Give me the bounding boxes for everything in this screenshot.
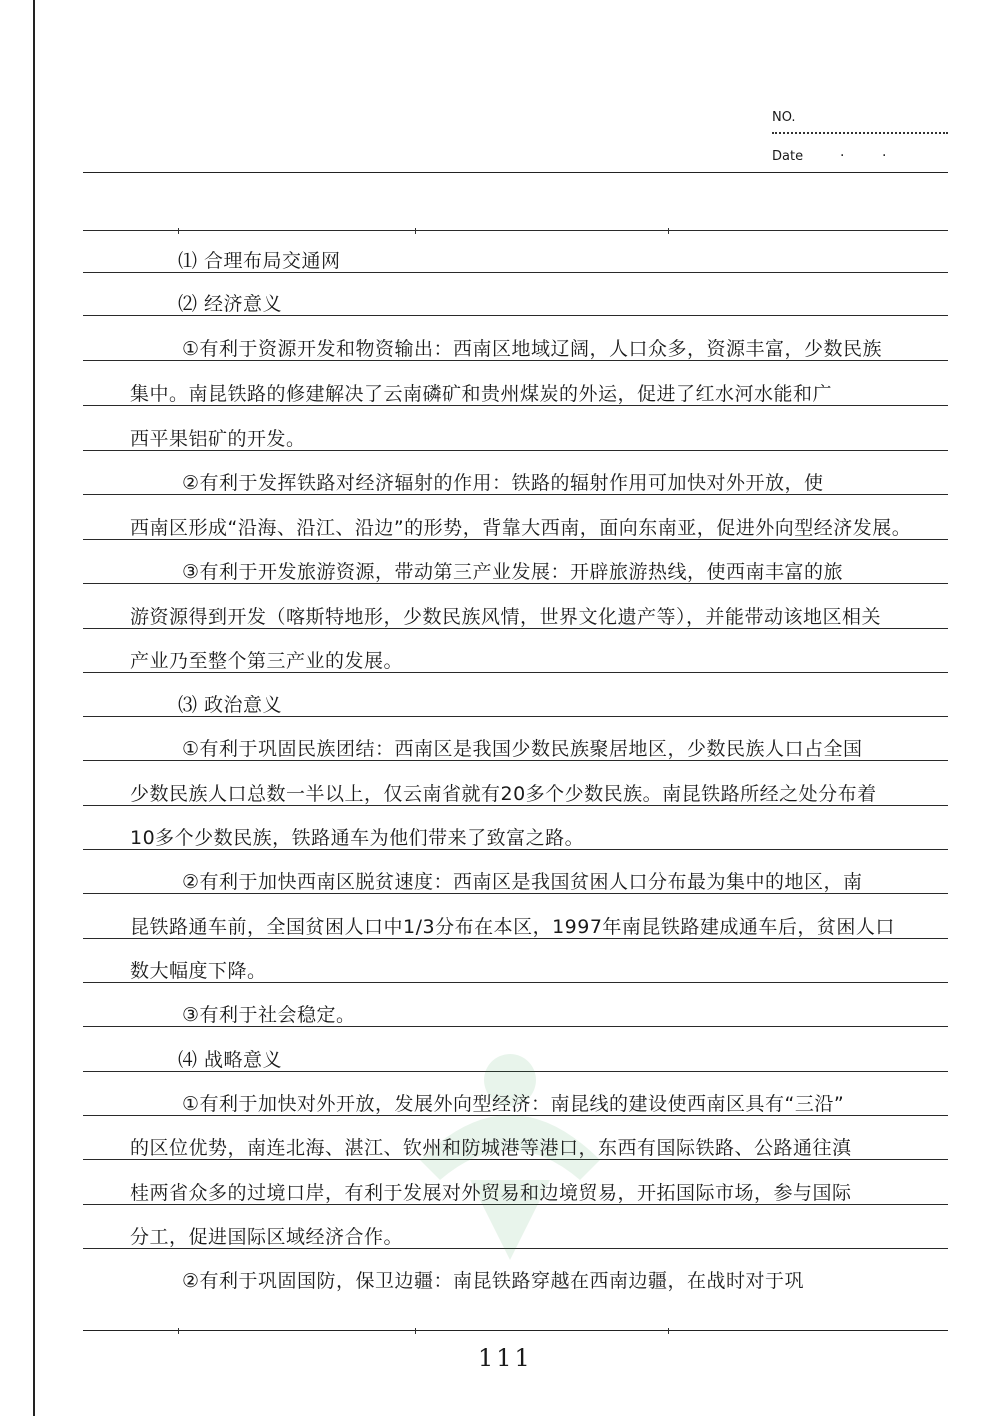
rule-tick	[178, 1328, 179, 1334]
text-line: ②有利于加快西南区脱贫速度：西南区是我国贫困人口分布最为集中的地区，南	[182, 871, 863, 893]
header-no-label: NO.	[772, 110, 796, 125]
text-line: ⑶ 政治意义	[178, 694, 283, 716]
rule-tick	[415, 1328, 416, 1334]
header-dashed-line	[772, 132, 948, 134]
ruled-line	[83, 230, 948, 231]
text-line: 西南区形成“沿海、沿江、沿边”的形势，背靠大西南，面向东南亚，促进外向型经济发展。	[130, 517, 912, 539]
rule-tick	[415, 228, 416, 234]
text-line: 桂两省众多的过境口岸，有利于发展对外贸易和边境贸易，开拓国际市场，参与国际	[130, 1182, 852, 1204]
text-line: ①有利于加快对外开放，发展外向型经济：南昆线的建设使西南区具有“三沿”	[182, 1093, 845, 1115]
text-line: ⑷ 战略意义	[178, 1049, 283, 1071]
text-line: 10多个少数民族，铁路通车为他们带来了致富之路。	[130, 827, 585, 849]
text-line: ②有利于巩固国防，保卫边疆：南昆铁路穿越在西南边疆，在战时对于巩	[182, 1270, 805, 1292]
text-line: 数大幅度下降。	[130, 960, 267, 982]
page-number: 111	[478, 1344, 533, 1372]
ruled-line	[83, 172, 948, 173]
rule-tick	[668, 228, 669, 234]
text-line: ②有利于发挥铁路对经济辐射的作用：铁路的辐射作用可加快对外开放，使	[182, 472, 824, 494]
text-line: ⑴ 合理布局交通网	[178, 250, 341, 272]
text-line: ①有利于资源开发和物资输出：西南区地域辽阔，人口众多，资源丰富，少数民族	[182, 338, 883, 360]
text-line: ③有利于开发旅游资源，带动第三产业发展：开辟旅游热线，使西南丰富的旅	[182, 561, 844, 583]
rule-tick	[178, 228, 179, 234]
text-line: ①有利于巩固民族团结：西南区是我国少数民族聚居地区，少数民族人口占全国	[182, 738, 863, 760]
text-line: 集中。南昆铁路的修建解决了云南磷矿和贵州煤炭的外运，促进了红水河水能和广	[130, 383, 833, 405]
top-dot-row	[150, 12, 870, 14]
date-separator-dot: ·	[882, 148, 887, 164]
binding-margin-line	[33, 0, 35, 1416]
date-separator-dot: ·	[840, 148, 845, 164]
text-line: 产业乃至整个第三产业的发展。	[130, 650, 404, 672]
header-date-label: Date	[772, 149, 804, 164]
text-line: 昆铁路通车前，全国贫困人口中1/3分布在本区，1997年南昆铁路建成通车后，贫困人口	[130, 916, 895, 938]
text-line: ③有利于社会稳定。	[182, 1004, 356, 1026]
text-line: 游资源得到开发（喀斯特地形，少数民族风情，世界文化遗产等），并能带动该地区相关	[130, 606, 882, 628]
rule-tick	[668, 1328, 669, 1334]
text-line: 分工，促进国际区域经济合作。	[130, 1226, 404, 1248]
text-line: 少数民族人口总数一半以上，仅云南省就有20多个少数民族。南昆铁路所经之处分布着	[130, 783, 877, 805]
ruled-line	[83, 1330, 948, 1331]
text-line: 的区位优势，南连北海、湛江、钦州和防城港等港口，东西有国际铁路、公路通往滇	[130, 1137, 852, 1159]
text-line: 西平果铝矿的开发。	[130, 428, 306, 450]
text-line: ⑵ 经济意义	[178, 293, 283, 315]
